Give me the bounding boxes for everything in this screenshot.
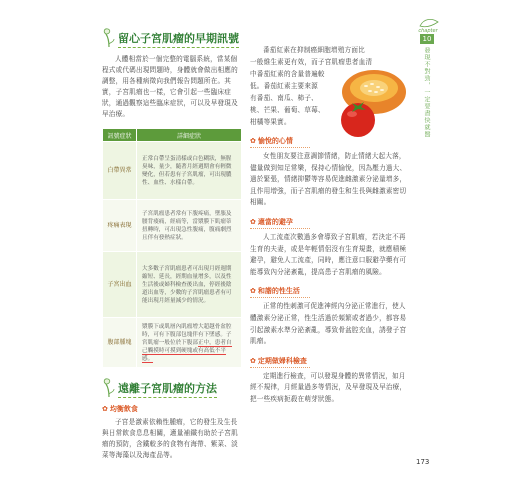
- intro-line: 柑橘等果實。: [250, 118, 291, 126]
- section-checkup: [250, 356, 410, 406]
- intro-line: 低。番茄紅素主要來源: [250, 82, 318, 90]
- underlined-text: 正中，患者自己觸摸時可摸到硬塊或有高低不平感。: [142, 339, 232, 362]
- table-row: [103, 142, 242, 200]
- symptom-desc: 子宮肌瘤患者常有下腹疼痛，墜脹及腰背痠痛，經痛等，當漿膜下肌瘤蒂扭轉時，可出現急性腹痛，腹痛劇烈且伴有發熱症狀。: [137, 200, 242, 252]
- section-sex-life: [250, 286, 410, 347]
- page-number: 173: [416, 458, 430, 466]
- symptom-desc: 正常白帶呈蛋清樣或白色糊狀，無腥臭味，量少，隨著月經週期會有輕微變化，但若患有子宮肌瘤，可出現膿性、血性、水樣白帶。: [137, 142, 242, 200]
- desc-text: 漿膜下或肌層內肌瘤增大超越骨盆腔時，可有下腹部包塊伴有下墜感。子宮肌瘤一般位於下腹部: [142, 323, 232, 346]
- left-column: [102, 26, 242, 461]
- intro-line: 有番茄、南瓜、柿子、: [250, 94, 318, 102]
- chapter-tab: [420, 28, 436, 138]
- section-title-text: 遠離子宮肌瘤的方法: [118, 380, 217, 398]
- subheading-mood: ✿ 愉悅的心情: [250, 136, 310, 148]
- table-row: [103, 200, 242, 252]
- table-header-signal: 訊號症狀: [103, 129, 137, 142]
- section-mood: [250, 136, 410, 209]
- section-contraception: [250, 217, 410, 278]
- symptom-table: [102, 128, 242, 368]
- sex-life-paragraph: 正常的性刺激可促進神經內分泌正常進行，使人體激素分泌正常，性生活過於頻繁或者過少，都容易引起激素水準分泌紊亂，導致骨盆腔充血，誘發子宮肌瘤。: [250, 302, 407, 346]
- calla-lily-icon: [102, 378, 116, 398]
- diet-paragraph: 子宮是激素依賴性腫瘤，它的發生及生長與日常飲食息息相關，適量補鐵有助於子宮肌瘤的預防，含鐵較多的食物有海帶、紫菜、淡菜等海藻以及海產品等。: [102, 418, 238, 459]
- subheading-checkup: ✿ 定期做婦科檢查: [250, 356, 310, 368]
- chapter-label: chapter: [418, 28, 438, 34]
- symptom-desc: 大多數子宮肌瘤患者可出現月經週期縮短、延長，經期血量增多，以及性生活後或婦科檢查後出血，停經後陰道出血等，少數的子宮肌瘤患者有可能出現月經量減少的情況。: [137, 252, 242, 318]
- intro-line: 桃、芒果、葡萄、草莓、: [250, 106, 325, 114]
- table-row: [103, 252, 242, 318]
- subheading-contraception: ✿ 適當的避孕: [250, 217, 310, 229]
- symptom-type: 腹部腫塊: [103, 318, 137, 368]
- intro-line: 番茄紅素在抑制癌細胞增殖方面比: [263, 46, 365, 54]
- chapter-number: 10: [420, 34, 434, 44]
- flower-bullet-icon: ✿: [250, 287, 256, 296]
- chapter-vertical-title: 發現不對勁，一定要盡快就醫: [423, 47, 430, 138]
- flower-bullet-icon: ✿: [250, 137, 256, 145]
- leaf-icon: [418, 18, 440, 28]
- section-title-prevention: [102, 376, 242, 398]
- section-title-early-signals: [102, 26, 242, 48]
- symptom-type: 疼痛表現: [103, 200, 137, 252]
- subheading-sex-life: ✿ 和諧的性生活: [250, 286, 310, 298]
- flower-bullet-icon: ✿: [102, 405, 108, 413]
- section-title-text: 留心子宮肌瘤的早期訊號: [118, 30, 239, 48]
- intro-line: 一般維生素更有效，而子宮肌瘤患者血清: [250, 58, 373, 66]
- section-paragraph: 人體相當於一個完整的電腦系統，當某個程式或代碼出現問題時，身體就會做出相應的調整，用各種病徵向我們報告問題所在。其實，子宮肌瘤也一樣，它會引起一些臨床症狀，通過觀察這些臨床症狀，可以及早發現及早治療。: [102, 55, 238, 118]
- flower-bullet-icon: ✿: [250, 217, 256, 226]
- checkup-paragraph: 定期進行檢查，可以發現身體的異常情況，如月經不規律，月經量過多等情況，及早發現及早治療，把一些疾病扼殺在萌芽狀態。: [250, 371, 407, 403]
- table-row: [103, 318, 242, 368]
- pumpkin-tomato-image: [330, 56, 408, 142]
- intro-line: 中番茄紅素的含量普遍較: [250, 70, 325, 78]
- subheading-diet: ✿ 均衡飲食: [102, 405, 138, 413]
- section-prevention: [102, 376, 242, 461]
- symptom-desc: [137, 318, 242, 368]
- symptom-type: 白帶異常: [103, 142, 137, 200]
- symptom-type: 子宮出血: [103, 252, 137, 318]
- mood-paragraph: 女性朋友要注意調節情緒，防止情緒大起大落，儘量做到知足常樂，保持心情愉悅，因為壓力過大、過於緊張，情緒抑鬱等容易促進雌激素分泌量增多，且作用增強，而子宮肌瘤的發生和生長與雌激素密切相關。: [250, 152, 407, 207]
- calla-lily-icon: [102, 28, 116, 48]
- flower-bullet-icon: ✿: [250, 356, 256, 365]
- table-header-detail: 詳細症狀: [137, 129, 242, 142]
- contraception-paragraph: 人工流產次數過多會導致子宮肌瘤，若決定不再生育的夫妻，或是年輕情侶沒有生育規畫，就應積極避孕，避免人工流產，同時，應注意口服避孕藥有可能導致內分泌紊亂，提高患子宮肌瘤的風險。: [250, 232, 407, 276]
